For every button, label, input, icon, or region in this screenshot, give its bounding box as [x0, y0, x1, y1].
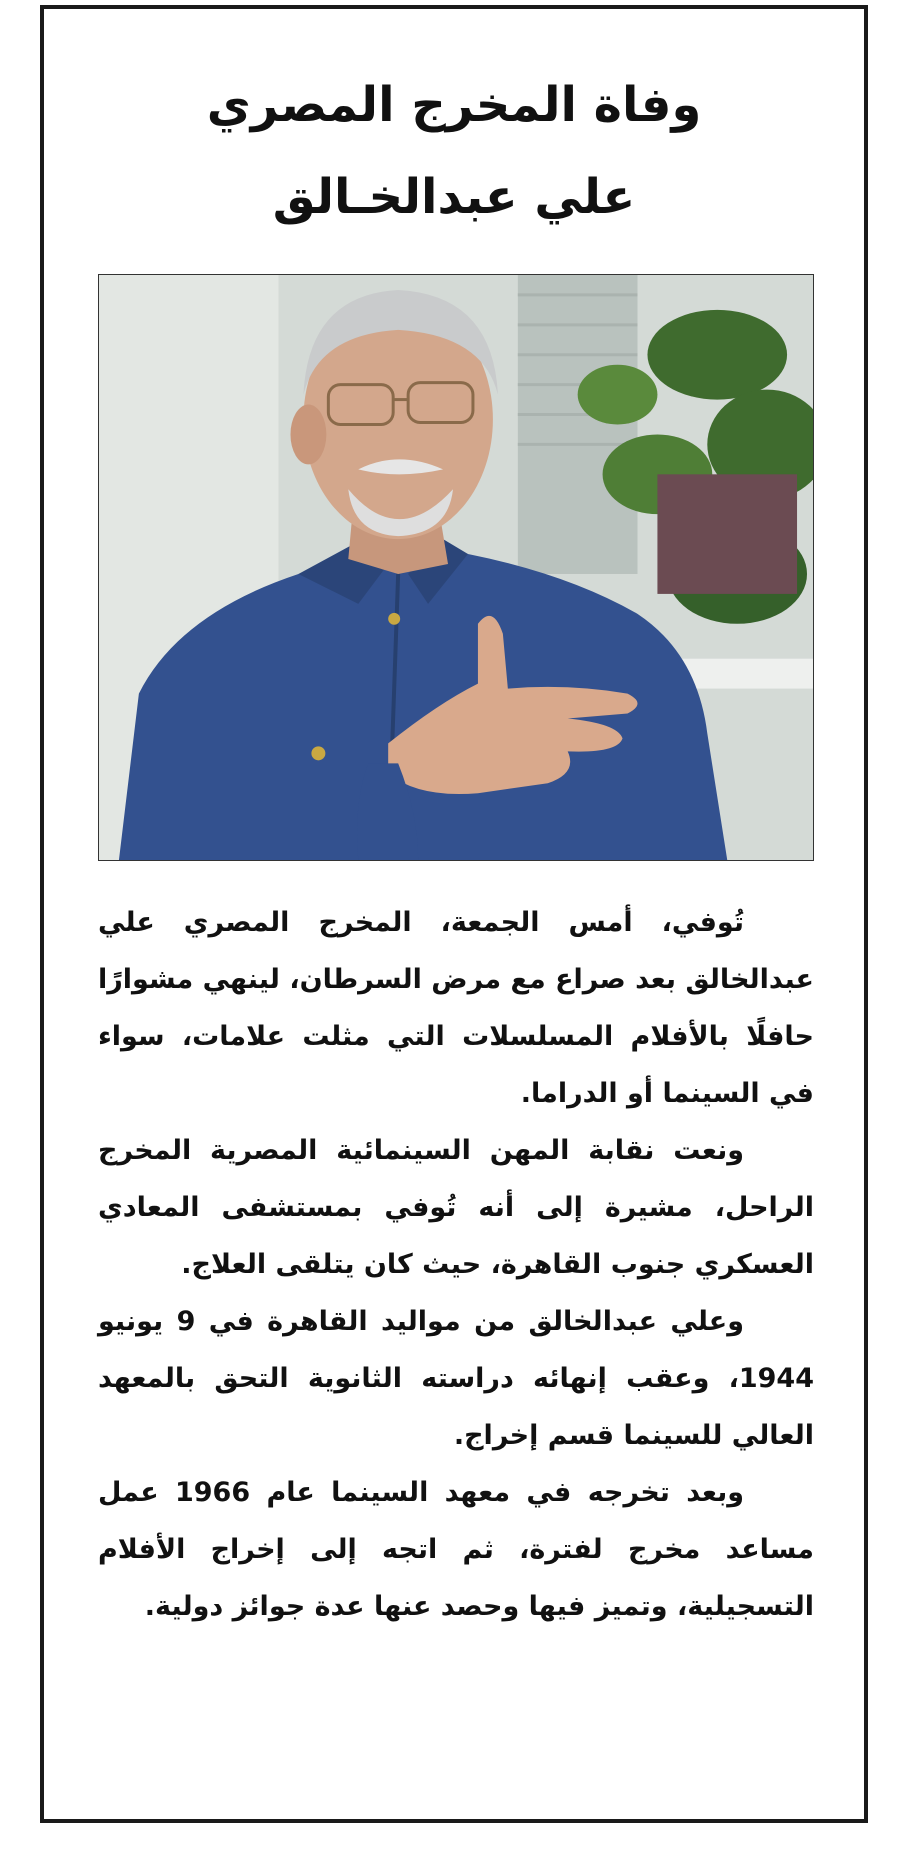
headline	[44, 59, 864, 243]
paragraph-3: وعلي عبدالخالق من مواليد القاهرة في 9 يونيو 1944، وعقب إنهائه دراسته الثانوية التحق بالمعهد العالي للسينما قسم إخراج.	[98, 1306, 814, 1451]
paragraph-4: وبعد تخرجه في معهد السينما عام 1966 عمل مساعد مخرج لفترة، ثم اتجه إلى إخراج الأفلام التسجيلية، وتميز فيها وحصد عنها عدة جوائز دولية.	[98, 1477, 814, 1622]
portrait-illustration	[99, 275, 813, 860]
article-body	[98, 894, 814, 1635]
headline-line-1: وفاة المخرج المصري	[206, 77, 702, 133]
paragraph-1: تُوفي، أمس الجمعة، المخرج المصري علي عبدالخالق بعد صراع مع مرض السرطان، لينهي مشوارًا حافلًا بالأفلام المسلسلات التي مثلت علامات، سواء في السينما أو الدراما.	[98, 907, 814, 1109]
paragraph-2: ونعت نقابة المهن السينمائية المصرية المخرج الراحل، مشيرة إلى أنه تُوفي بمستشفى المعادي العسكري جنوب القاهرة، حيث كان يتلقى العلاج.	[98, 1135, 814, 1280]
headline-line-2: علي عبدالخـالق	[272, 169, 636, 225]
director-photo	[98, 274, 814, 861]
article-frame	[40, 5, 868, 1823]
